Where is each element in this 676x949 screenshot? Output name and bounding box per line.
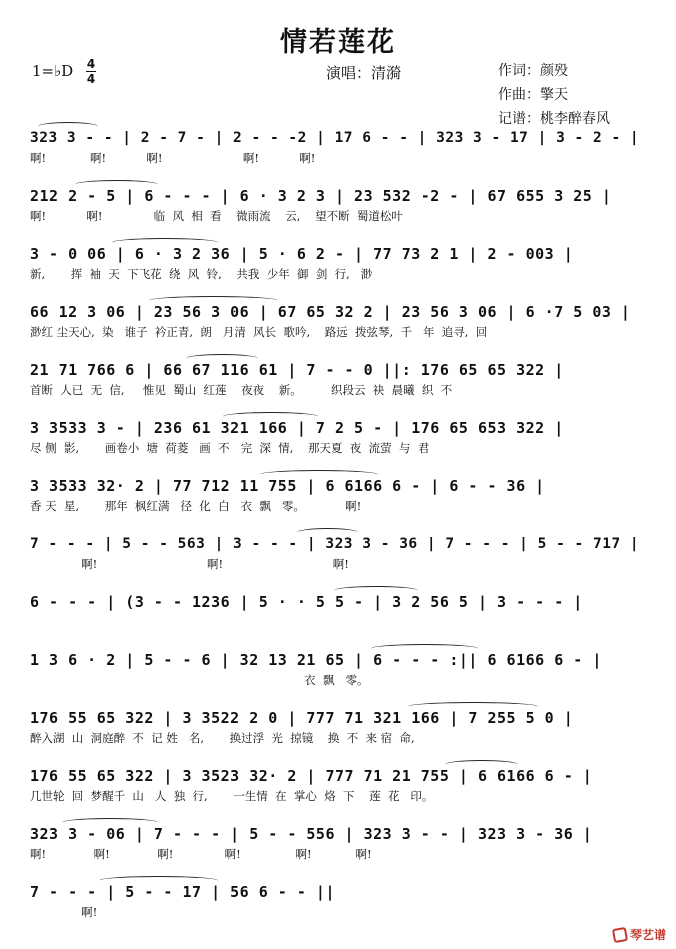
slur-mark <box>75 180 158 189</box>
slur-mark <box>260 470 378 479</box>
notation-line: 3 - 0 06 | 6 · 3 2 36 | 5 · 6 2 - | 77 73 2 1 | 2 - 003 | <box>30 245 574 263</box>
score-system <box>30 534 646 572</box>
score-system <box>30 882 646 920</box>
composer-credit: 作曲：擎天 <box>498 87 568 103</box>
singer-credit: 演唱：清漪 <box>326 64 402 82</box>
slur-mark <box>112 238 218 247</box>
score-system <box>30 302 646 340</box>
lyrics-line: 啊! 啊! 啊! <box>30 557 349 571</box>
notation-line: 323 3 - - | 2 - 7 - | 2 - - -2 | 17 6 - - | 323 3 - 17 | 3 - 2 - | <box>30 130 640 146</box>
score-system <box>30 186 646 224</box>
score-system <box>30 476 646 514</box>
slur-mark <box>186 354 258 363</box>
notation-line: 3 3533 3 - | 236 61 321 166 | 7 2 5 - | 176 65 653 322 | <box>30 419 564 437</box>
lyrics-line: 啊! <box>30 905 98 919</box>
score-system <box>30 650 646 688</box>
slur-mark <box>371 644 478 653</box>
lyrics-line: 衣 飘 零。 <box>30 673 369 687</box>
slur-mark <box>334 586 418 595</box>
lyrics-line: 啊! 啊! 临 风 相 看 微雨流 云, 望不断 蜀道松叶 <box>30 209 403 223</box>
lyrics-line: 醉入湖 山 洞庭醉 不 记 姓 名, 换过浮 光 掠镜 换 不 来 宿 命, <box>30 731 415 745</box>
slur-mark <box>297 528 358 537</box>
notation-line: 212 2 - 5 | 6 - - - | 6 · 3 2 3 | 23 532 -2 - | 67 655 3 25 | <box>30 187 612 205</box>
notation-line: 6 - - - | (3 - - 1236 | 5 · · 5 5 - | 3 2 56 5 | 3 - - - | <box>30 593 583 611</box>
lyrics-line <box>30 614 646 630</box>
brand-logo-text: 琴艺谱 <box>629 928 666 942</box>
score-system <box>30 244 646 282</box>
notation-line: 323 3 - 06 | 7 - - - | 5 - - 556 | 323 3 - - | 323 3 - 36 | <box>30 825 593 843</box>
time-signature <box>84 58 98 85</box>
notation-line: 3 3533 32· 2 | 77 712 11 755 | 6 6166 6 - | 6 - - 36 | <box>30 477 545 495</box>
notation-line: 176 55 65 322 | 3 3522 2 0 | 777 71 321 166 | 7 255 5 0 | <box>30 709 574 727</box>
time-signature-bottom: 4 <box>86 72 96 86</box>
lyrics-line: 新, 挥 袖 天 下飞花 绕 风 铃, 共我 少年 御 剑 行, 渺 <box>30 267 373 281</box>
lyrics-line: 渺红 尘天心, 染 谁子 衿正青, 朗 月清 风长 歌吟, 路远 拨弦琴, 千 年 追寻, 回 <box>30 325 488 339</box>
brand-logo-icon <box>612 926 628 942</box>
score-system <box>30 824 646 862</box>
score-system <box>30 592 646 630</box>
key-signature: 1=♭D <box>32 62 74 80</box>
slur-mark <box>149 296 278 305</box>
score-system <box>30 128 646 166</box>
lyrics-line: 啊! 啊! 啊! 啊! 啊! <box>30 151 316 165</box>
slur-mark <box>62 818 158 827</box>
song-title: 情若莲花 <box>280 27 396 58</box>
lyrics-line: 尽 侧 影, 画卷小 塘 荷菱 画 不 完 深 情, 那天夏 夜 流萤 与 君 <box>30 441 430 455</box>
notation-line: 7 - - - | 5 - - 563 | 3 - - - | 323 3 - 36 | 7 - - - | 5 - - 717 | <box>30 536 640 552</box>
lyrics-line: 啊! 啊! 啊! 啊! 啊! 啊! <box>30 847 372 861</box>
slur-mark <box>223 412 318 421</box>
lyrics-line: 几世轮 回 梦醒千 山 人 独 行, 一生情 在 掌心 烙 下 莲 花 印。 <box>30 789 434 803</box>
lyrics-line: 首断 人已 无 信, 惟见 蜀山 红莲 夜夜 新。 织段云 袂 晨曦 织 不 <box>30 383 453 397</box>
score-system <box>30 418 646 456</box>
score-system <box>30 708 646 746</box>
notation-line: 1 3 6 · 2 | 5 - - 6 | 32 13 21 65 | 6 - - - :|| 6 6166 6 - | <box>30 651 602 669</box>
score-system <box>30 766 646 804</box>
time-signature-top: 4 <box>86 57 96 71</box>
slur-mark <box>38 122 98 131</box>
slur-mark <box>99 876 218 885</box>
score-system <box>30 360 646 398</box>
notation-line: 66 12 3 06 | 23 56 3 06 | 67 65 32 2 | 23 56 3 06 | 6 ·7 5 03 | <box>30 303 631 321</box>
lyrics-line: 香 天 星, 那年 枫红满 径 化 白 衣 飘 零。 啊! <box>30 499 362 513</box>
notation-line: 176 55 65 322 | 3 3523 32· 2 | 777 71 21 755 | 6 6166 6 - | <box>30 767 593 785</box>
transcriber-credit: 记谱：桃李醉春风 <box>498 111 610 127</box>
slur-mark <box>408 702 538 711</box>
credits-block <box>498 62 610 134</box>
brand-logo <box>613 926 666 943</box>
notation-line: 21 71 766 6 | 66 67 116 61 | 7 - - 0 ||: 176 65 65 322 | <box>30 361 564 379</box>
notation-line: 7 - - - | 5 - - 17 | 56 6 - - || <box>30 883 335 901</box>
slur-mark <box>445 760 518 769</box>
lyricist-credit: 作词：颜殁 <box>498 63 568 79</box>
